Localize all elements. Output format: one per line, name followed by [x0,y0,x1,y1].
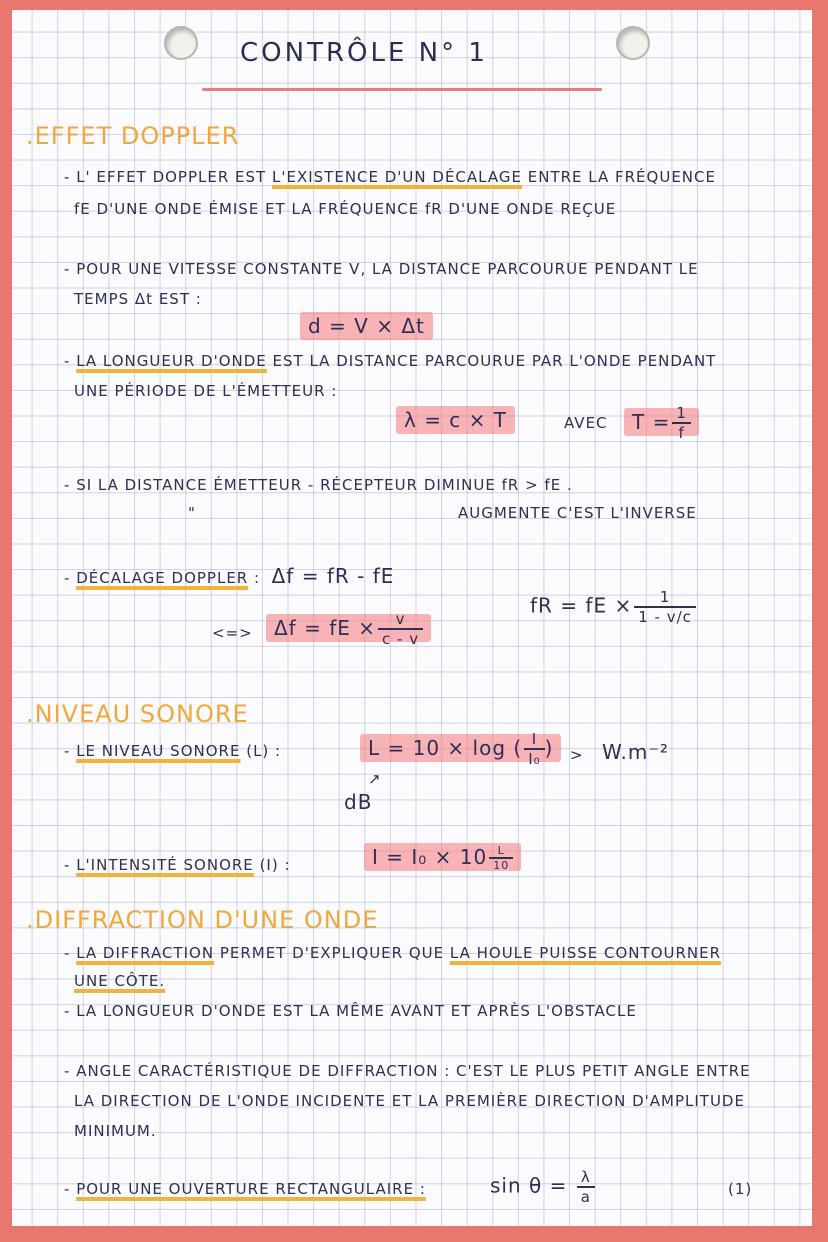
wavelength-line-1: - LA LONGUEUR D'ONDE EST LA DISTANCE PARCOURUE PAR L'ONDE PENDANT [64,352,717,370]
db-arrow: ↗ [368,770,382,788]
sound-level-formula: L = 10 × log ( $\frac{I}{\text{I₀}}$ ) [360,730,561,768]
doppler-definition-line-1: - L' EFFET DOPPLER EST L'EXISTENCE D'UN DÉCALAGE ENTRE LA FRÉQUENCE [64,168,716,186]
diffraction-line-3: - LA LONGUEUR D'ONDE EST LA MÊME AVANT ET APRÈS L'OBSTACLE [64,1002,637,1020]
equivalence-sign: <=> [212,624,253,642]
diffraction-line-6: MINIMUM. [74,1122,157,1140]
section-heading-sound: .NIVEAU SONORE [26,700,249,728]
section-heading-doppler: .EFFET DOPPLER [26,122,240,150]
db-unit: dB [344,790,373,814]
section-heading-diffraction: .DIFFRACTION D'UNE ONDE [26,906,379,934]
page-title: CONTRÔLE N° 1 [240,38,488,68]
sound-intensity-formula: I = I₀ × 10 $\frac{L}{10}$ [364,844,521,872]
punch-hole-right [616,26,650,60]
diffraction-line-2: UNE CÔTE. [74,972,166,990]
arrow-to-unit: > [570,746,584,764]
period-formula: T = $\frac{1}{f}$ [624,404,699,442]
doppler-shift-formula: Δf = fE × $\frac{v}{c - v}$ [266,610,431,648]
diffraction-line-7: - POUR UNE OUVERTURE RECTANGULAIRE : [64,1180,426,1198]
doppler-definition-line-2: fE D'UNE ONDE ÉMISE ET LA FRÉQUENCE fR D'UNE ONDE REÇUE [74,200,617,218]
comparison-line-1: - SI LA DISTANCE ÉMETTEUR - RÉCEPTEUR DIMINUE fR > fE . [64,476,573,494]
diffraction-line-1: - LA DIFFRACTION PERMET D'EXPLIQUER QUE LA HOULE PUISSE CONTOURNER [64,944,722,962]
ditto-mark: " [188,504,196,522]
punch-hole-left [164,26,198,60]
title-underline [202,88,602,91]
wavelength-line-2: UNE PÉRIODE DE L'ÉMETTEUR : [74,382,338,400]
speed-line-2: TEMPS Δt EST : [74,290,202,308]
intensity-unit: W.m⁻² [602,740,669,764]
speed-line-1: - POUR UNE VITESSE CONSTANTE V, LA DISTANCE PARCOURUE PENDANT LE [64,260,699,278]
received-frequency-formula: fR = fE × $\frac{1}{1 - v/c}$ [530,588,696,626]
comparison-line-2: AUGMENTE C'EST L'INVERSE [458,504,697,522]
avec-label: AVEC [564,414,608,432]
diffraction-line-5: LA DIRECTION DE L'ONDE INCIDENTE ET LA PREMIÈRE DIRECTION D'AMPLITUDE [74,1092,745,1110]
sound-level-label: - LE NIVEAU SONORE (L) : [64,742,282,760]
doppler-shift-line: - DÉCALAGE DOPPLER : Δf = fR - fE [64,564,395,588]
sound-intensity-label: - L'INTENSITÉ SONORE (I) : [64,856,291,874]
wavelength-formula: λ = c × T [396,408,515,432]
diffraction-formula: sin θ = $\frac{\lambda}{a}$ [490,1168,595,1206]
note-card [12,10,812,1226]
equation-number: (1) [728,1180,753,1198]
speed-formula: d = V × Δt [300,314,433,338]
diffraction-line-4: - ANGLE CARACTÉRISTIQUE DE DIFFRACTION : C'EST LE PLUS PETIT ANGLE ENTRE [64,1062,751,1080]
